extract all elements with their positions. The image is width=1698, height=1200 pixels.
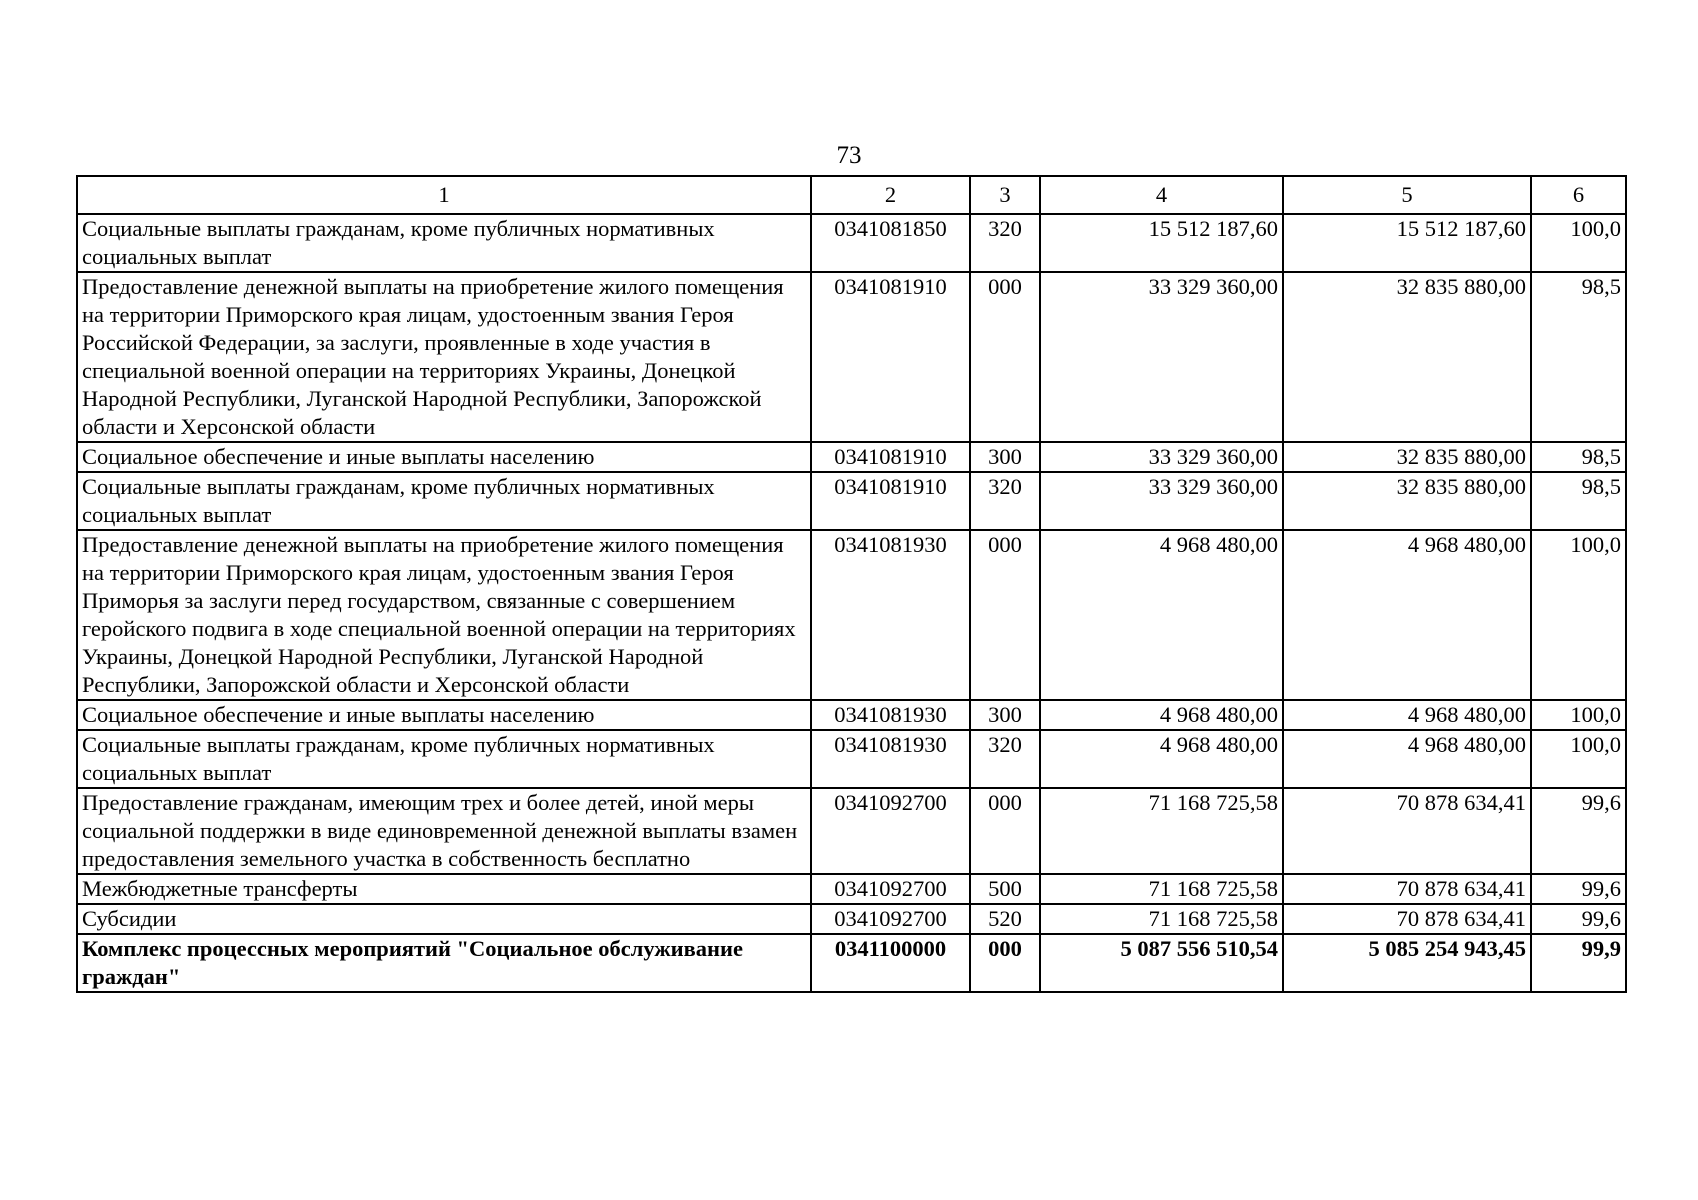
row-percent: 99,9 [1531, 934, 1626, 992]
table-row [77, 874, 1626, 904]
table-row [77, 442, 1626, 472]
table-row [77, 788, 1626, 874]
row-kind: 300 [970, 700, 1040, 730]
header-row [77, 176, 1626, 214]
column-header-kind: 3 [970, 176, 1040, 214]
row-plan: 71 168 725,58 [1040, 904, 1283, 934]
row-percent: 98,5 [1531, 272, 1626, 442]
row-code: 0341081930 [811, 700, 970, 730]
row-percent: 99,6 [1531, 874, 1626, 904]
row-fact: 4 968 480,00 [1283, 730, 1531, 788]
row-percent: 98,5 [1531, 472, 1626, 530]
row-percent: 98,5 [1531, 442, 1626, 472]
row-kind: 320 [970, 472, 1040, 530]
row-kind: 320 [970, 214, 1040, 272]
row-plan: 4 968 480,00 [1040, 730, 1283, 788]
row-plan: 71 168 725,58 [1040, 874, 1283, 904]
row-fact: 32 835 880,00 [1283, 472, 1531, 530]
row-name: Социальные выплаты гражданам, кроме публичных нормативных социальных выплат [77, 214, 811, 272]
table-row-total [77, 934, 1626, 992]
row-fact: 15 512 187,60 [1283, 214, 1531, 272]
row-code: 0341081910 [811, 272, 970, 442]
row-kind: 000 [970, 272, 1040, 442]
row-percent: 100,0 [1531, 730, 1626, 788]
row-name: Социальное обеспечение и иные выплаты населению [77, 442, 811, 472]
row-name: Предоставление денежной выплаты на приобретение жилого помещения на территории Приморского края лицам, удостоенным звания Героя Приморья за заслуги перед государством, связанные с совершением геройского подвига в ходе специальной военной операции на территориях Украины, Донецкой Народной Республики, Луганской Народной Республики, Запорожской области и Херсонской области [77, 530, 811, 700]
row-plan: 4 968 480,00 [1040, 700, 1283, 730]
row-name: Субсидии [77, 904, 811, 934]
row-plan: 4 968 480,00 [1040, 530, 1283, 700]
row-fact: 4 968 480,00 [1283, 700, 1531, 730]
row-fact: 32 835 880,00 [1283, 272, 1531, 442]
row-name: Межбюджетные трансферты [77, 874, 811, 904]
row-code: 0341092700 [811, 788, 970, 874]
row-fact: 32 835 880,00 [1283, 442, 1531, 472]
row-name: Предоставление денежной выплаты на приобретение жилого помещения на территории Приморского края лицам, удостоенным звания Героя Российской Федерации, за заслуги, проявленные в ходе участия в специальной военной операции на территориях Украины, Донецкой Народной Республики, Луганской Народной Республики, Запорожской области и Херсонской области [77, 272, 811, 442]
column-header-plan: 4 [1040, 176, 1283, 214]
row-name: Комплекс процессных мероприятий "Социальное обслуживание граждан" [77, 934, 811, 992]
row-code: 0341092700 [811, 874, 970, 904]
row-percent: 100,0 [1531, 700, 1626, 730]
column-header-code: 2 [811, 176, 970, 214]
row-fact: 4 968 480,00 [1283, 530, 1531, 700]
row-plan: 33 329 360,00 [1040, 272, 1283, 442]
row-plan: 33 329 360,00 [1040, 472, 1283, 530]
row-plan: 71 168 725,58 [1040, 788, 1283, 874]
column-header-name: 1 [77, 176, 811, 214]
table-row [77, 214, 1626, 272]
row-name: Социальные выплаты гражданам, кроме публичных нормативных социальных выплат [77, 472, 811, 530]
row-plan: 15 512 187,60 [1040, 214, 1283, 272]
row-code: 0341081930 [811, 730, 970, 788]
row-fact: 70 878 634,41 [1283, 874, 1531, 904]
row-plan: 33 329 360,00 [1040, 442, 1283, 472]
row-kind: 520 [970, 904, 1040, 934]
row-name: Предоставление гражданам, имеющим трех и более детей, иной меры социальной поддержки в виде единовременной денежной выплаты взамен предоставления земельного участка в собственность бесплатно [77, 788, 811, 874]
row-percent: 100,0 [1531, 214, 1626, 272]
table-row [77, 530, 1626, 700]
table-row [77, 730, 1626, 788]
row-kind: 000 [970, 788, 1040, 874]
column-header-percent: 6 [1531, 176, 1626, 214]
column-header-fact: 5 [1283, 176, 1531, 214]
row-plan: 5 087 556 510,54 [1040, 934, 1283, 992]
row-name: Социальные выплаты гражданам, кроме публичных нормативных социальных выплат [77, 730, 811, 788]
row-percent: 99,6 [1531, 788, 1626, 874]
table-row [77, 904, 1626, 934]
row-code: 0341081850 [811, 214, 970, 272]
row-fact: 70 878 634,41 [1283, 788, 1531, 874]
budget-table [76, 175, 1627, 993]
row-fact: 70 878 634,41 [1283, 904, 1531, 934]
row-percent: 100,0 [1531, 530, 1626, 700]
table-row [77, 472, 1626, 530]
row-code: 0341092700 [811, 904, 970, 934]
row-kind: 500 [970, 874, 1040, 904]
page-number: 73 [836, 142, 862, 169]
row-code: 0341081910 [811, 472, 970, 530]
row-kind: 300 [970, 442, 1040, 472]
row-name: Социальное обеспечение и иные выплаты населению [77, 700, 811, 730]
row-kind: 000 [970, 530, 1040, 700]
row-kind: 000 [970, 934, 1040, 992]
row-percent: 99,6 [1531, 904, 1626, 934]
table-row [77, 272, 1626, 442]
row-code: 0341100000 [811, 934, 970, 992]
row-kind: 320 [970, 730, 1040, 788]
row-code: 0341081910 [811, 442, 970, 472]
row-code: 0341081930 [811, 530, 970, 700]
row-fact: 5 085 254 943,45 [1283, 934, 1531, 992]
table-row [77, 700, 1626, 730]
